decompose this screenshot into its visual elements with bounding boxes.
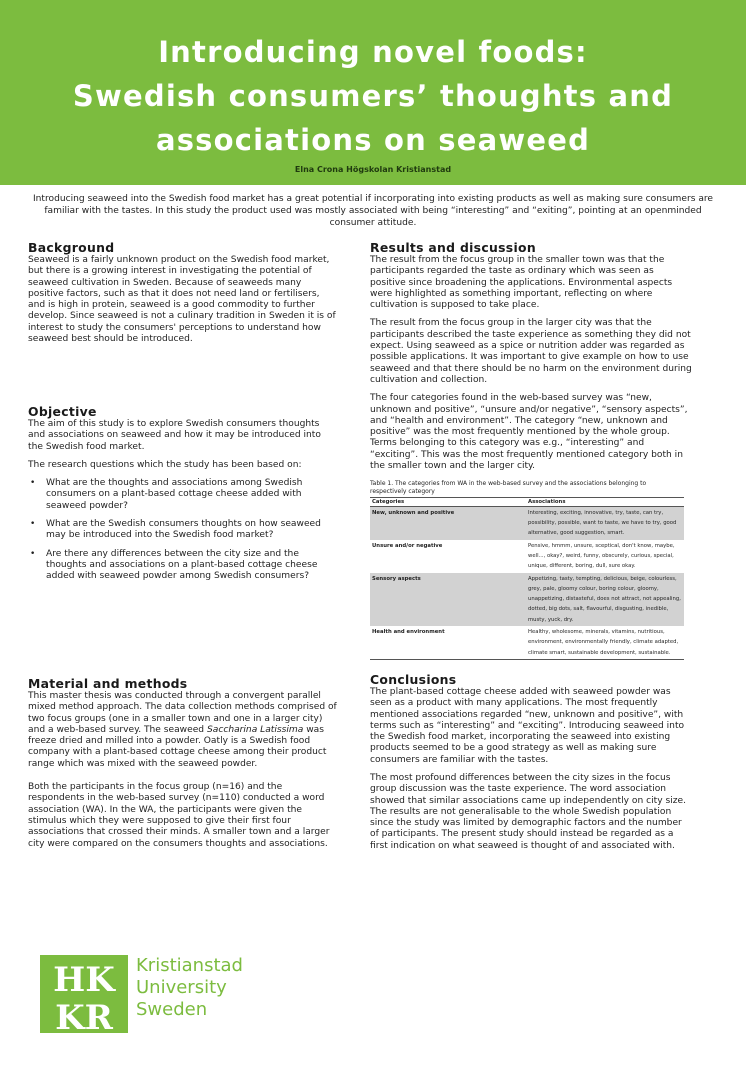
table-row bbox=[370, 626, 684, 659]
background-heading: Background bbox=[28, 240, 115, 255]
methods-section bbox=[28, 676, 338, 850]
university-name-line-2: University bbox=[136, 977, 227, 998]
table-cell-associations: Interesting, exciting, innovative, try, taste, can try, possibility, possible, want to taste, we have to try, good alternative, good suggestion, smart. bbox=[526, 506, 684, 539]
objective-intro: The research questions which the study has been based on: bbox=[28, 459, 302, 470]
research-questions bbox=[28, 478, 338, 582]
title-line-1: Introducing novel foods: bbox=[158, 35, 588, 69]
table-cell-category: Health and environment bbox=[370, 626, 526, 659]
research-question: • What are the thoughts and associations among Swedish consumers on a plant-based cottage cheese added with seaweed powder? bbox=[28, 478, 338, 512]
methods-text-1 bbox=[28, 691, 338, 770]
intro-summary: Introducing seaweed into the Swedish food market has a great potential if incorporating into existing products as well as making sure consumers are familiar with the tastes. In this study the product used was mostly associated with being “interesting” and “exiting”, pointing at an openminded consumer attitude. bbox=[32, 194, 714, 228]
poster-title bbox=[0, 30, 746, 162]
conclusions-text-1: The plant-based cottage cheese added with seaweed powder was seen as a product with many applications. The most frequently mentioned associations regarded “new, unknown and positive”, with terms such as “interesting” and “exciting”. Introducing seaweed into the Swedish food market, incorporating the seaweed into existing products seemed to be a good strategy as well as making sure consumers are familiar with the tastes. bbox=[370, 686, 685, 765]
results-section bbox=[370, 240, 692, 472]
background-section bbox=[28, 240, 338, 404]
table-row bbox=[370, 573, 684, 626]
table-cell-associations: Healthy, wholesome, minerals, vitamins, nutritious, environment, environmentally friendly, climate adapted, climate smart, sustainable development, sustainable. bbox=[526, 626, 684, 659]
table-cell-category: Sensory aspects bbox=[370, 573, 526, 626]
title-line-2: Swedish consumers’ thoughts and bbox=[72, 79, 674, 113]
background-text: Seaweed is a fairly unknown product on the Swedish food market, but there is a growing interest in investigating the potential of seaweed cultivation in Sweden. Because of seaweeds many positive factors, such as that it does not need land or fertilisers, and is high in protein, seaweed is a good commodity to further develop. Since seaweed is not a culinary tradition in Sweden it is of interest to study the consumers' perceptions to understand how seaweed best should be introduced. bbox=[28, 255, 336, 345]
objective-section bbox=[28, 404, 338, 676]
title-line-3: associations on seaweed bbox=[155, 123, 591, 157]
conclusions-section bbox=[370, 672, 692, 852]
methods-heading: Material and methods bbox=[28, 676, 188, 691]
conclusions-text-2: The most profound differences between the city sizes in the focus group discussion was the taste experience. The word association showed that similar associations came up independently on city size. The results are not generalisable to the whole Swedish population since the study was limited by demographic factors and the number of participants. The present study should instead be regarded as a first indication on what seaweed is thought of and associated with. bbox=[370, 772, 686, 851]
research-question: • Are there any differences between the city size and the thoughts and associations on a plant-based cottage cheese added with seaweed powder among Swedish consumers? bbox=[28, 549, 338, 583]
methods-text-2: Both the participants in the focus group (n=16) and the respondents in the web-based survey (n=110) conducted a word association (WA). In the WA, the participants were given the stimulus which they were supposed to give their first four associations that crossed their minds. A smaller town and a larger city were compared on the consumers thoughts and associations. bbox=[28, 782, 330, 849]
results-text-1: The result from the focus group in the smaller town was that the participants regarded the taste as ordinary which was seen as positive since broadening the applications. Environmental aspects were highlighted as something important, reflecting on where cultivation is supposed to take place. bbox=[370, 255, 673, 311]
logo-mark-bottom: KR bbox=[55, 998, 113, 1035]
table-header-categories: Categories bbox=[370, 497, 526, 506]
results-text-2: The result from the focus group in the larger city was that the participants described the taste experience as something they did not expect. Using seaweed as a spice or nutrition adder was regarded as possible applications. It was important to give example on how to use seaweed and that there should be no harm on the environment during cultivation and collection. bbox=[370, 318, 692, 385]
table-caption: Table 1. The categories from WA in the web-based survey and the associations belonging to respectively category bbox=[370, 480, 647, 495]
table-header-associations: Associations bbox=[526, 497, 684, 506]
left-column bbox=[28, 240, 338, 857]
table-cell-category: Unsure and/or negative bbox=[372, 542, 443, 549]
logo-mark-top: HK bbox=[53, 960, 115, 1000]
table-header-row bbox=[370, 497, 684, 506]
author-line: Elna Crona Högskolan Kristianstad bbox=[294, 165, 452, 174]
results-text-3: The four categories found in the web-based survey was “new, unknown and positive”, “unsure and/or negative”, “sensory aspects”, and “health and environment”. The category “new, unknown and positive” was the most frequently mentioned by the whole group. Terms belonging to this category was e.g., “interesting” and “exciting”. This was the most frequently mentioned category both in the smaller town and the larger city. bbox=[370, 393, 688, 472]
university-logo-mark bbox=[40, 955, 132, 1035]
results-heading: Results and discussion bbox=[370, 240, 536, 255]
table-cell-associations: Pensive, hmmm, unsure, sceptical, don't know, maybe, well..., okay?, weird, funny, obscurely, curious, special, unique, different, boring, dull, sure okay. bbox=[528, 542, 675, 570]
title-banner bbox=[0, 0, 746, 185]
university-name-line-3: Sweden bbox=[136, 999, 208, 1020]
table-row bbox=[370, 540, 684, 573]
table-cell-category: New, unknown and positive bbox=[370, 506, 526, 539]
table-row bbox=[370, 506, 684, 539]
right-column bbox=[370, 240, 692, 859]
university-name bbox=[136, 955, 243, 1021]
methods-text-1a: This master thesis was conducted through a convergent parallel mixed method approach. The data collection methods comprised of two focus groups (one in a smaller town and one in a larger city) and a web-based survey. The seaweed bbox=[28, 691, 337, 735]
university-name-line-1: Kristianstad bbox=[136, 955, 243, 976]
objective-heading: Objective bbox=[28, 404, 97, 419]
conclusions-heading: Conclusions bbox=[370, 671, 457, 687]
associations-table bbox=[370, 497, 684, 660]
methods-text-1b: was freeze dried and milled into a powder. Oatly is a Swedish food company with a plant-based cottage cheese among their product range which was mixed with the seaweed powder. bbox=[28, 724, 327, 769]
objective-aim: The aim of this study is to explore Swedish consumers thoughts and associations on seaweed and how it may be introduced into the Swedish food market. bbox=[28, 419, 321, 452]
species-name: Saccharina Latissima bbox=[206, 724, 304, 735]
research-question: • What are the Swedish consumers thoughts on how seaweed may be introduced into the Swedish food market? bbox=[28, 519, 338, 542]
table-cell-associations: Appetizing, tasty, tempting, delicious, beige, colourless, grey, pale, gloomy colour, boring colour, gloomy, unappetizing, distasteful, does not attract, not appealing, dotted, big dots, salt, flavourful, disgusting, inedible, musty, yuck, dry. bbox=[526, 573, 684, 626]
